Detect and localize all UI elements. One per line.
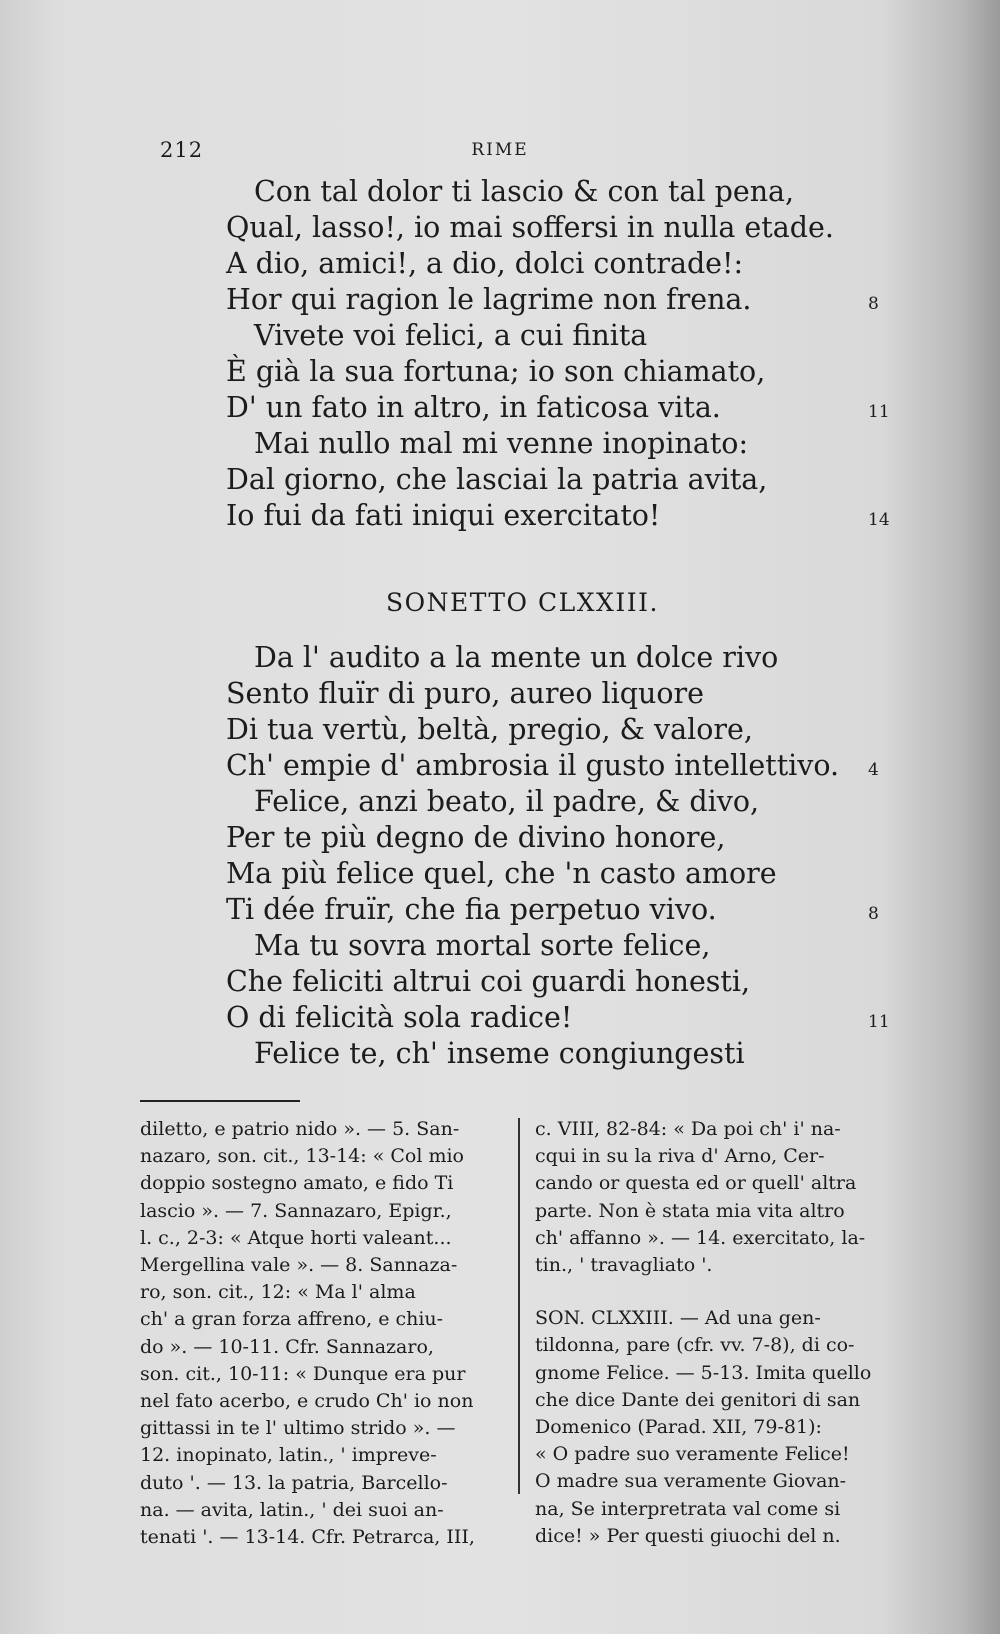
line-number: 11 <box>868 402 890 422</box>
footnote-line: gittassi in te l' ultimo strido ». — <box>140 1417 456 1440</box>
verse-line: Ch' empie d' ambrosia il gusto intellettivo. <box>226 749 840 782</box>
footnote-line: do ». — 10-11. Cfr. Sannazaro, <box>140 1335 434 1358</box>
verse-line: Sento fluïr di puro, aureo liquore <box>226 677 705 710</box>
footnote-line: na, Se interpretrata val come si <box>535 1497 841 1520</box>
footnote-block-rime-continued <box>535 1116 905 1279</box>
footnote-line: tenati '. — 13-14. Cfr. Petrarca, III, <box>140 1526 475 1549</box>
verse-line: Ma tu sovra mortal sorte felice, <box>254 929 711 962</box>
footnote-line: doppio sostegno amato, e fido Ti <box>140 1172 454 1195</box>
line-number: 11 <box>868 1012 890 1032</box>
verse-line: Vivete voi felici, a cui finita <box>254 319 648 352</box>
footnote-line: nel fato acerbo, e crudo Ch' io non <box>140 1390 474 1413</box>
line-number: 8 <box>868 904 879 924</box>
footnote-line: Domenico (Parad. XII, 79-81): <box>535 1416 822 1439</box>
footnote-line: son. cit., 10-11: « Dunque era pur <box>140 1362 466 1385</box>
footnote-line: ch' a gran forza affreno, e chiu- <box>140 1308 444 1331</box>
footnote-line: Mergellina vale ». — 8. Sannaza- <box>140 1254 458 1277</box>
footnote-block-sonnet-173 <box>535 1305 905 1550</box>
verse-line: O di felicità sola radice! <box>226 1001 573 1034</box>
verse-line: Che feliciti altrui coi guardi honesti, <box>226 965 751 998</box>
verse-line: Ti dée fruïr, che fia perpetuo vivo. <box>226 893 717 926</box>
line-number: 4 <box>868 760 879 780</box>
footnote-line: duto '. — 13. la patria, Barcello- <box>140 1471 448 1494</box>
verse-line: A dio, amici!, a dio, dolci contrade!: <box>226 247 744 280</box>
footnote-line: 12. inopinato, latin., ' impreve- <box>140 1444 437 1467</box>
footnote-line: che dice Dante dei genitori di san <box>535 1388 861 1411</box>
verse-line: Per te più degno de divino honore, <box>226 821 726 854</box>
footnote-line: lascio ». — 7. Sannazaro, Epigr., <box>140 1199 452 1222</box>
verse-line: D' un fato in altro, in faticosa vita. <box>226 391 721 424</box>
line-number: 14 <box>868 510 890 530</box>
footnote-line: na. — avita, latin., ' dei suoi an- <box>140 1498 444 1521</box>
footnote-line: tin., ' travagliato '. <box>535 1254 713 1277</box>
footnotes-left-column <box>140 1116 504 1551</box>
verse-line: Ma più felice quel, che 'n casto amore <box>226 857 777 890</box>
line-number: 8 <box>868 294 879 314</box>
footnote-line: dice! » Per questi giuochi del n. <box>535 1524 841 1547</box>
footnote-line: l. c., 2-3: « Atque horti valeant... <box>140 1226 452 1249</box>
verse-line: Dal giorno, che lasciai la patria avita, <box>226 463 768 496</box>
verse-line: Con tal dolor ti lascio & con tal pena, <box>254 175 795 208</box>
verse-line: Di tua vertù, beltà, pregio, & valore, <box>226 713 753 746</box>
footnote-gap <box>535 1279 905 1305</box>
footnote-line: nazaro, son. cit., 13-14: « Col mio <box>140 1145 464 1168</box>
footnote-line: O madre sua veramente Giovan- <box>535 1470 847 1493</box>
verse-line: Da l' audito a la mente un dolce rivo <box>254 641 779 674</box>
footnote-line: c. VIII, 82-84: « Da poi ch' i' na- <box>535 1118 841 1140</box>
footnote-rule <box>140 1100 300 1102</box>
verse-line: Qual, lasso!, io mai soffersi in nulla etade. <box>226 211 834 244</box>
sonnet-title: SONETTO CLXXIII. <box>386 588 659 617</box>
verse-line: Felice, anzi beato, il padre, & divo, <box>254 785 760 818</box>
footnote-column-divider <box>518 1118 520 1494</box>
running-title: RIME <box>471 140 529 160</box>
verse-line: È già la sua fortuna; io son chiamato, <box>226 355 766 388</box>
footnote-line: tildonna, pare (cfr. vv. 7-8), di co- <box>535 1334 855 1357</box>
verse-line: Hor qui ragion le lagrime non frena. <box>226 283 752 316</box>
page-header <box>160 138 840 168</box>
footnotes-right-column <box>535 1116 905 1550</box>
footnote-line: diletto, e patrio nido ». — 5. San- <box>140 1118 460 1140</box>
verse-line: Io fui da fati iniqui exercitato! <box>226 499 661 532</box>
footnote-line: ro, son. cit., 12: « Ma l' alma <box>140 1281 416 1304</box>
footnote-line: parte. Non è stata mia vita altro <box>535 1199 845 1222</box>
footnote-line: SON. CLXXIII. — Ad una gen- <box>535 1307 821 1330</box>
footnote-line: ch' affanno ». — 14. exercitato, la- <box>535 1226 866 1249</box>
footnote-line: « O padre suo veramente Felice! <box>535 1443 850 1466</box>
footnote-line: cqui in su la riva d' Arno, Cer- <box>535 1145 825 1168</box>
page-number: 212 <box>160 138 204 162</box>
footnote-line: gnome Felice. — 5-13. Imita quello <box>535 1361 872 1384</box>
verse-line: Mai nullo mal mi venne inopinato: <box>254 427 749 460</box>
footnote-line: cando or questa ed or quell' altra <box>535 1172 857 1195</box>
verse-line: Felice te, ch' inseme congiungesti <box>254 1037 745 1070</box>
